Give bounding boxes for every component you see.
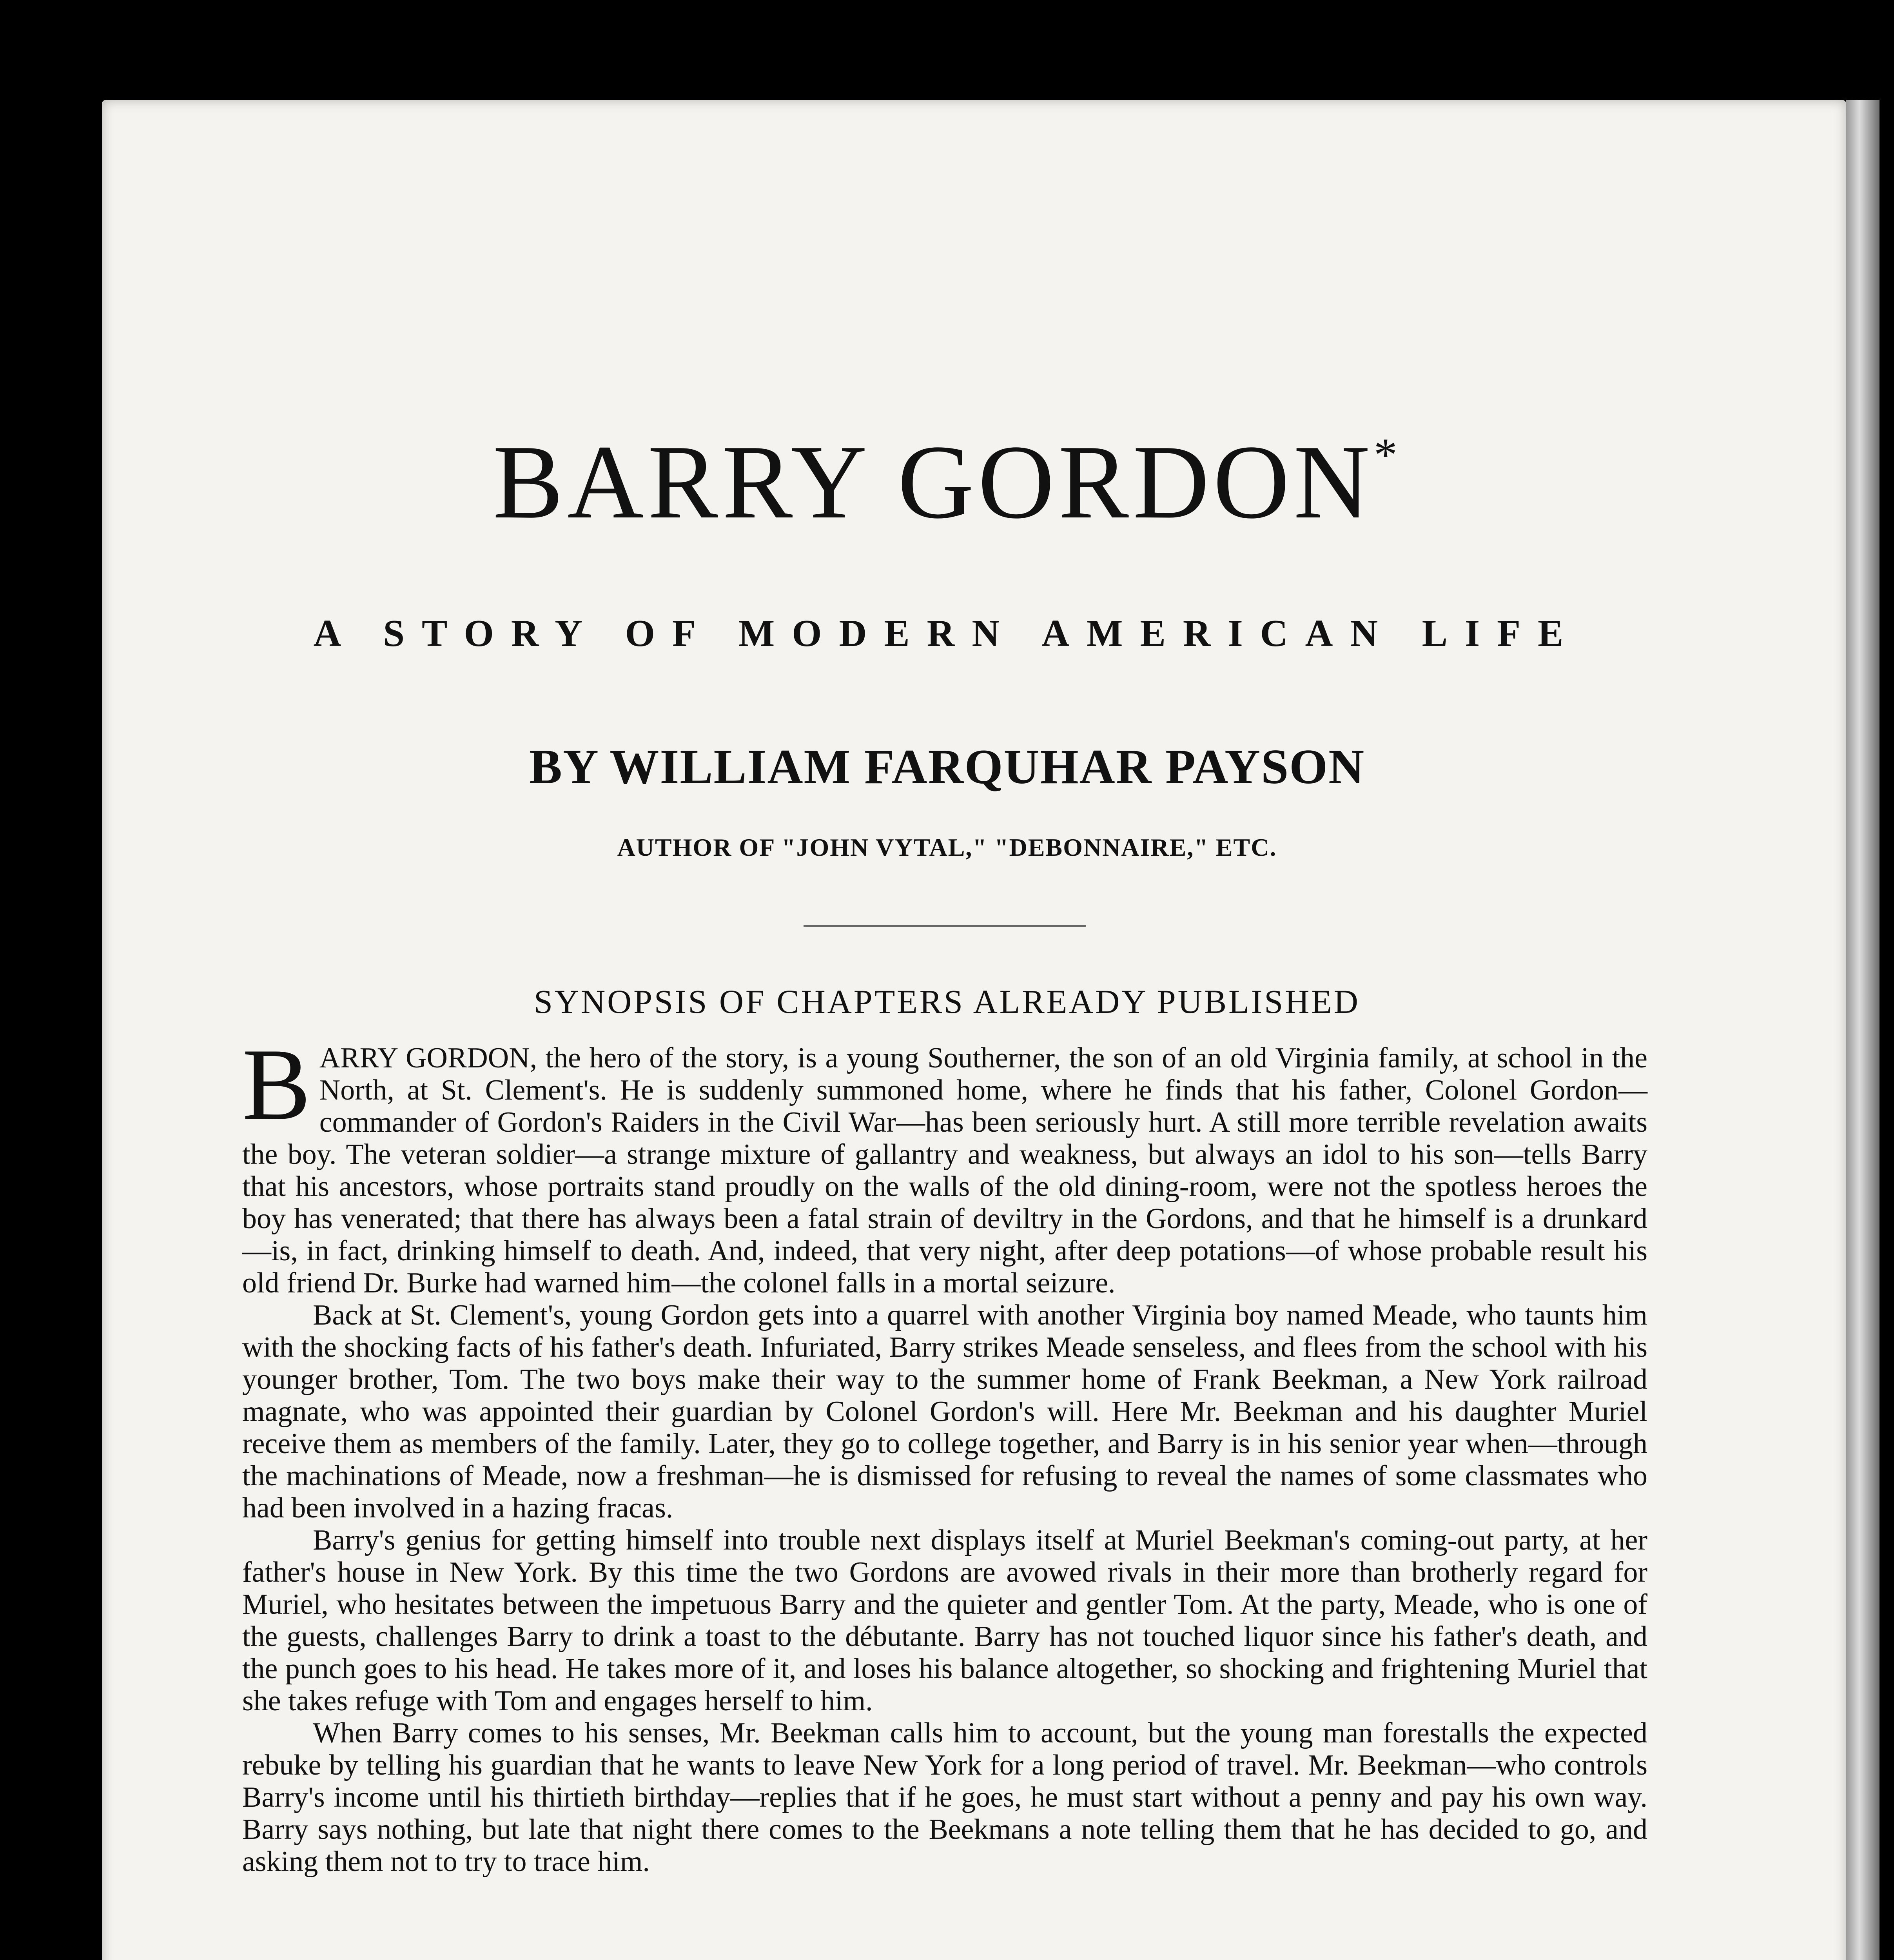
divider-top	[804, 925, 1086, 927]
page-edge	[1846, 100, 1879, 1960]
title-footnote-mark: *	[1373, 428, 1401, 481]
article-title	[0, 421, 1894, 543]
synopsis-body	[242, 1027, 1647, 1878]
synopsis-paragraph: When Barry comes to his senses, Mr. Beekman calls him to account, but the young man forestalls the expected rebuke by telling his guardian that he wants to leave New York for a long period of travel. Mr. Beekman—who controls Barry's income until his thirtieth birthday—replies that if he goes, he must start without a penny and pay his own way. Barry says nothing, but late that night there comes to the Beekmans a note telling them that he has decided to go, and asking them not to try to trace him.	[242, 1717, 1647, 1878]
byline: BY WILLIAM FARQUHAR PAYSON	[529, 740, 1365, 794]
synopsis-heading: SYNOPSIS OF CHAPTERS ALREADY PUBLISHED	[534, 983, 1360, 1020]
synopsis-paragraph: Barry's genius for getting himself into trouble next displays itself at Muriel Beekman's coming-out party, at her father's house in New York. By this time the two Gordons are avowed rivals in their more than brotherly regard for Muriel, who hesitates between the impetuous Barry and the quieter and gentler Tom. At the party, Meade, who is one of the guests, challenges Barry to drink a toast to the débutante. Barry has not touched liquor since his father's death, and the punch goes to his head. He takes more of it, and loses his balance altogether, so shocking and frightening Muriel that she takes refuge with Tom and engages herself to him.	[242, 1524, 1647, 1717]
title-text: BARRY GORDON	[493, 423, 1374, 541]
author-note: AUTHOR OF "JOHN VYTAL," "DEBONNAIRE," ETC.	[617, 833, 1277, 861]
synopsis-paragraph-text: ARRY GORDON, the hero of the story, is a young Southerner, the son of an old Virginia family, at school in the North, at St. Clement's. He is suddenly summoned home, where he finds that his father, Colonel Gordon—commander of Gordon's Raiders in the Civil War—has been seriously hurt. A still more terrible revelation awaits the boy. The veteran soldier—a strange mixture of gallantry and weakness, but always an idol to his son—tells Barry that his ancestors, whose portraits stand proudly on the walls of the old dining-room, were not the spotless heroes the boy has venerated; that there has always been a fatal strain of deviltry in the Gordons, and that he himself is a drunkard—is, in fact, drinking himself to death. And, indeed, that very night, after deep potations—of whose probable result his old friend Dr. Burke had warned him—the colonel falls in a mortal seizure.	[242, 1042, 1647, 1299]
article-subtitle: A STORY OF MODERN AMERICAN LIFE	[313, 612, 1581, 655]
synopsis-drop-cap: B	[242, 1027, 311, 1141]
synopsis-paragraph: Back at St. Clement's, young Gordon gets into a quarrel with another Virginia boy named Meade, who taunts him with the shocking facts of his father's death. Infuriated, Barry strikes Meade senseless, and flees from the school with his younger brother, Tom. The two boys make their way to the summer home of Frank Beekman, a New York railroad magnate, who was appointed their guardian by Colonel Gordon's will. Here Mr. Beekman and his daughter Muriel receive them as members of the family. Later, they go to college together, and Barry is in his senior year when—through the machinations of Meade, now a freshman—he is dismissed for refusing to reveal the names of some classmates who had been involved in a hazing fracas.	[242, 1299, 1647, 1524]
synopsis-paragraph	[242, 1027, 1647, 1299]
